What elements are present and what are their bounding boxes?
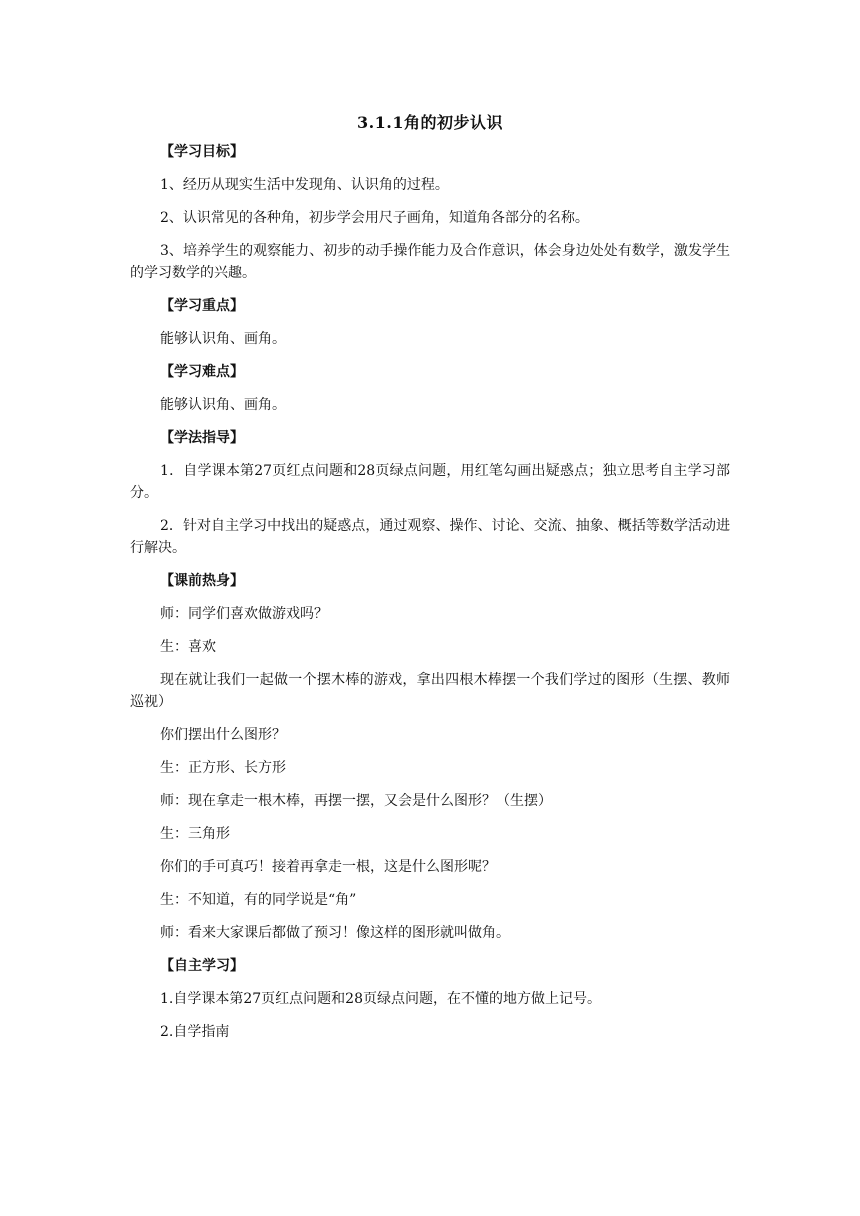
warmup-line: 师：现在拿走一根木棒，再摆一摆，又会是什么图形？（生摆）: [160, 793, 552, 809]
method-item: 1．自学课本第27页红点问题和28页绿点问题，用红笔勾画出疑惑点；独立思考自主学习部分。: [130, 463, 730, 501]
goal-item: 2、认识常见的各种角，初步学会用尺子画角，知道角各部分的名称。: [160, 210, 589, 226]
key-points-text: 能够认识角、画角。: [160, 331, 286, 347]
warmup-line: 你们摆出什么图形？: [160, 727, 286, 743]
self-study-item: 2.自学指南: [160, 1024, 230, 1040]
self-study-item: 1.自学课本第27页红点问题和28页绿点问题，在不懂的地方做上记号。: [160, 991, 601, 1007]
document-title: 3.1.1角的初步认识: [356, 113, 504, 132]
section-heading-key-points: 【学习重点】: [160, 298, 244, 314]
warmup-line: 生：正方形、长方形: [160, 760, 286, 776]
warmup-line: 师：看来大家课后都做了预习！像这样的图形就叫做角。: [160, 925, 510, 941]
section-heading-difficulties: 【学习难点】: [160, 364, 244, 380]
method-item: 2．针对自主学习中找出的疑惑点，通过观察、操作、讨论、交流、抽象、概括等数学活动进行解决。: [130, 518, 730, 556]
goal-item: 1、经历从现实生活中发现角、认识角的过程。: [160, 177, 449, 193]
section-heading-method: 【学法指导】: [160, 430, 244, 446]
difficulties-text: 能够认识角、画角。: [160, 397, 286, 413]
warmup-line: 生：不知道，有的同学说是“角”: [160, 892, 357, 908]
warmup-line: 现在就让我们一起做一个摆木棒的游戏，拿出四根木棒摆一个我们学过的图形（生摆、教师巡视）: [130, 672, 730, 710]
document-body: [130, 141, 730, 1054]
goal-item: 3、培养学生的观察能力、初步的动手操作能力及合作意识，体会身边处处有数学，激发学生的学习数学的兴趣。: [130, 243, 730, 281]
warmup-line: 生：喜欢: [160, 639, 216, 655]
section-heading-goals: 【学习目标】: [160, 144, 244, 160]
warmup-line: 师：同学们喜欢做游戏吗？: [160, 606, 328, 622]
section-heading-self-study: 【自主学习】: [160, 958, 244, 974]
warmup-line: 生：三角形: [160, 826, 230, 842]
warmup-line: 你们的手可真巧！接着再拿走一根，这是什么图形呢？: [160, 859, 496, 875]
section-heading-warmup: 【课前热身】: [160, 573, 244, 589]
